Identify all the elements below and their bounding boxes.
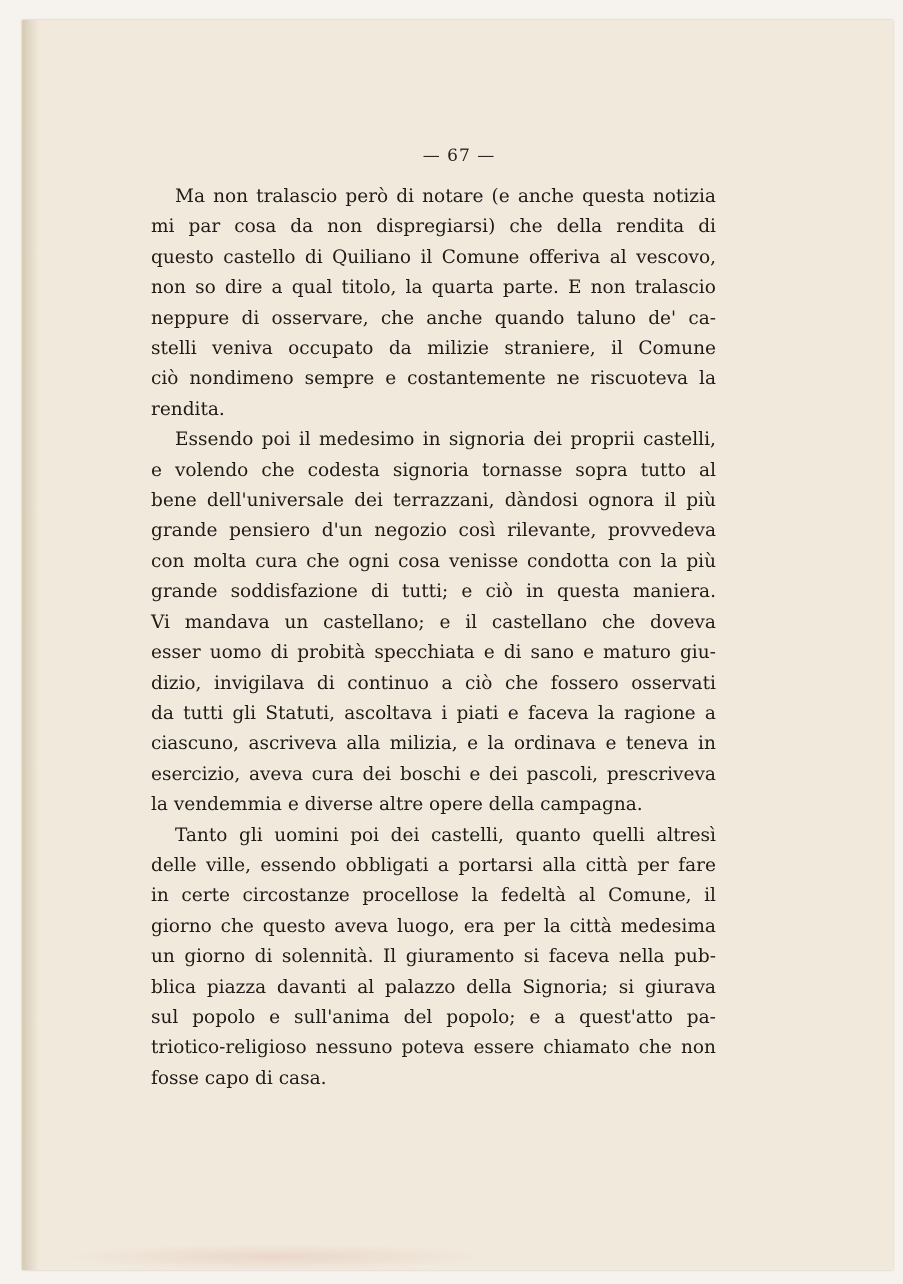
text-line [151, 304, 716, 334]
word: cura [311, 763, 354, 785]
word: ascoltava [344, 702, 433, 724]
word: di [241, 307, 260, 329]
word: che [504, 672, 539, 694]
word: al [699, 459, 716, 481]
word: si [523, 946, 540, 968]
word: castelli, [642, 429, 716, 451]
text-line [151, 699, 716, 729]
text-line [151, 669, 716, 699]
word: osservare, [271, 307, 369, 329]
word: e [439, 611, 451, 633]
word: provvedeva [608, 520, 716, 542]
word: davanti [276, 976, 347, 998]
word: quest'atto [579, 1006, 673, 1028]
word: del [403, 1006, 433, 1028]
word: da [290, 216, 314, 238]
word: dei [354, 490, 383, 512]
word: signoria [392, 459, 469, 481]
word: e [483, 642, 495, 664]
text-line [151, 1003, 716, 1033]
word: il [611, 338, 623, 360]
word: rendita [616, 216, 685, 238]
word: dire [224, 277, 263, 299]
text-line [151, 942, 716, 972]
word: teneva [625, 733, 689, 755]
word: d'un [321, 520, 363, 542]
word: costantemente [407, 368, 546, 390]
word: pub- [674, 946, 716, 968]
word: di [503, 642, 522, 664]
word: per [637, 854, 669, 876]
word: di [370, 581, 389, 603]
word: invigilava [213, 672, 305, 694]
word: venisse [448, 550, 519, 572]
book-page [22, 20, 893, 1270]
word: e [151, 459, 162, 481]
text-line [151, 638, 716, 668]
word: al [357, 976, 375, 998]
word: poi [350, 824, 380, 846]
word: doveva [650, 611, 716, 633]
word: a [704, 702, 716, 724]
word: titolo, [341, 277, 397, 299]
word: da [388, 338, 412, 360]
word: giu- [679, 642, 716, 664]
word: parte. [502, 277, 559, 299]
word: piazza [206, 976, 267, 998]
word: tralascio [256, 186, 338, 207]
word: che [306, 550, 340, 572]
word: la [597, 702, 615, 724]
word: e [461, 581, 473, 603]
text-line: fosse capo di casa. [151, 1067, 327, 1089]
word: Quiliano [332, 246, 412, 268]
word: ciò [485, 581, 513, 603]
word: altresì [656, 824, 716, 846]
word: notizia [652, 186, 716, 207]
word: dispregiarsi) [376, 216, 496, 238]
word: Comune [441, 246, 520, 268]
word: condotta [527, 550, 610, 572]
word: e [469, 763, 481, 785]
paragraph [151, 425, 716, 820]
word: chiamato [543, 1037, 630, 1059]
word: però [345, 186, 389, 207]
word: probità [297, 642, 366, 664]
word: tutti; [401, 581, 449, 603]
word: obbligati [345, 854, 429, 876]
word: E [567, 277, 582, 299]
word: in [698, 733, 716, 755]
word: città [585, 854, 628, 876]
word: dàndosi [504, 490, 578, 512]
word: ville, [205, 854, 252, 876]
word: pensiero [229, 520, 311, 542]
word: faceva [548, 946, 610, 968]
word: nondimeno [189, 368, 294, 390]
paragraph [151, 182, 716, 425]
word: procellose [362, 885, 459, 907]
word: blica [151, 976, 197, 998]
word: luogo, [397, 915, 455, 937]
word: giurava [644, 976, 716, 998]
word: quando [494, 307, 565, 329]
word: portarsi [458, 854, 533, 876]
word: questa [582, 186, 645, 207]
word: Signoria; [522, 976, 608, 998]
word: nessuno [315, 1037, 393, 1059]
word: ascriveva [248, 733, 337, 755]
word: riscuoteva [590, 368, 689, 390]
word: mi [151, 216, 175, 238]
word: non [590, 277, 626, 299]
word: medesima [620, 915, 716, 937]
word: ordinava [513, 733, 597, 755]
word: che [638, 1037, 672, 1059]
word: ogni [348, 550, 390, 572]
word: maturo [603, 642, 671, 664]
word: milizia, [389, 733, 458, 755]
word: gli [232, 702, 257, 724]
word: rilevante, [507, 520, 597, 542]
word: quelli [592, 824, 645, 846]
word: popolo [192, 1006, 256, 1028]
binding-shadow [25, 20, 39, 1270]
word: ciò [465, 672, 493, 694]
word: sano [530, 642, 575, 664]
word: questo [151, 246, 214, 268]
word: negozio [374, 520, 447, 542]
word: sull'anima [293, 1006, 390, 1028]
word: il [704, 885, 716, 907]
word: alla [542, 854, 577, 876]
word: dei [390, 824, 420, 846]
word: al [609, 246, 627, 268]
word: uomo [209, 642, 262, 664]
text-line [151, 364, 716, 394]
word: milizie [427, 338, 489, 360]
word: tornasse [481, 459, 563, 481]
word: di [316, 672, 335, 694]
word: esercizio, [151, 763, 241, 785]
word: alla [346, 733, 381, 755]
text-line [151, 182, 716, 212]
word: occupato [288, 338, 374, 360]
word: per [503, 915, 536, 937]
word: cura [255, 550, 298, 572]
word: era [463, 915, 495, 937]
word: fedeltà [500, 885, 566, 907]
word: e [529, 1006, 541, 1028]
text-line [151, 881, 716, 911]
word: terrazzani, [393, 490, 495, 512]
word: un [284, 611, 309, 633]
word: palazzo [384, 976, 456, 998]
word: dizio, [151, 672, 202, 694]
word: la [471, 885, 489, 907]
word: fare [678, 854, 716, 876]
word: il [664, 490, 677, 512]
word: par [188, 216, 221, 238]
word: a [441, 672, 453, 694]
word: stelli [151, 338, 197, 360]
word: giorno [184, 946, 246, 968]
word: ne [556, 368, 580, 390]
word: non [327, 216, 363, 238]
word: boschi [399, 763, 461, 785]
word: gli [239, 824, 263, 846]
word: al [578, 885, 596, 907]
word: so [195, 277, 216, 299]
word: de' [648, 307, 677, 329]
word: che [220, 915, 254, 937]
word: proprii [570, 429, 635, 451]
word: di [698, 216, 716, 238]
word: taluno [576, 307, 636, 329]
word: popolo; [446, 1006, 516, 1028]
word: a [271, 277, 283, 299]
word: notare [422, 186, 484, 207]
text-line [151, 334, 716, 364]
word: poteva [401, 1037, 465, 1059]
word: la [543, 915, 561, 937]
word: sempre [304, 368, 375, 390]
word: più [686, 550, 716, 572]
word: giuramento [405, 946, 515, 968]
text-line [151, 608, 716, 638]
word: che [261, 459, 295, 481]
word: così [458, 520, 496, 542]
word: delle [151, 854, 197, 876]
word: Il [383, 946, 397, 968]
word: vescovo, [636, 246, 716, 268]
text-line [151, 912, 716, 942]
word: castellano [491, 611, 588, 633]
word: dei [362, 763, 392, 785]
word: castellano; [323, 611, 425, 633]
word: in [526, 581, 544, 603]
word: sul [151, 1006, 179, 1028]
word: Comune [638, 338, 716, 360]
word: Vi [151, 611, 170, 633]
word: e [507, 702, 519, 724]
word: dei [489, 763, 518, 785]
word: continuo [347, 672, 429, 694]
word: della [556, 216, 603, 238]
word: cosa [234, 216, 277, 238]
word: ragione [623, 702, 696, 724]
word: e [467, 733, 479, 755]
word: e [269, 1006, 281, 1028]
word: pa- [686, 1006, 716, 1028]
word: più [686, 490, 716, 512]
word: a [437, 854, 449, 876]
word: neppure [151, 307, 230, 329]
text-line [151, 729, 716, 759]
word: di [254, 946, 273, 968]
word: ciascuno, [151, 733, 240, 755]
word: i [441, 702, 448, 724]
word: ognora [588, 490, 654, 512]
text-line [151, 760, 716, 790]
word: molta [193, 550, 247, 572]
word: questa [557, 581, 620, 603]
word: quarta [431, 277, 494, 299]
word: la [660, 550, 678, 572]
word: in [151, 885, 169, 907]
word: signoria [448, 429, 525, 451]
word: volendo [174, 459, 249, 481]
word: da [151, 702, 174, 724]
word: Tanto [175, 824, 228, 846]
word: la [405, 277, 423, 299]
word: ciò [151, 368, 179, 390]
text-line [151, 243, 716, 273]
word: anche [517, 186, 574, 207]
text-line: la vendemmia e diverse altre opere della campagna. [151, 794, 643, 816]
paragraph [151, 821, 716, 1095]
text-line [151, 1033, 716, 1063]
word: qual [291, 277, 333, 299]
word: medesimo [319, 429, 415, 451]
word: cosa [398, 550, 441, 572]
word: non [213, 186, 249, 207]
word: Ma [175, 186, 205, 207]
word: straniere, [504, 338, 596, 360]
word: non [680, 1037, 716, 1059]
word: castello [223, 246, 296, 268]
word: bene [151, 490, 197, 512]
word: che [380, 307, 415, 329]
text-line [151, 456, 716, 486]
word: tutto [640, 459, 687, 481]
text-line [151, 273, 716, 303]
word: e [583, 642, 595, 664]
word: giorno [151, 915, 212, 937]
word: e [385, 368, 397, 390]
word: Comune, [608, 885, 692, 907]
text-line [151, 821, 716, 851]
word: circostanze [242, 885, 350, 907]
word: di [304, 246, 323, 268]
text-line [151, 425, 716, 455]
word: aveva [248, 763, 303, 785]
word: con [618, 550, 652, 572]
word: pascoli, [526, 763, 599, 785]
word: essere [473, 1037, 535, 1059]
word: che [601, 611, 636, 633]
word: uomini [274, 824, 339, 846]
word: osservati [631, 672, 716, 694]
word: ca- [688, 307, 716, 329]
word: un [151, 946, 175, 968]
word: quanto [515, 824, 581, 846]
word: che [509, 216, 543, 238]
word: tralascio [634, 277, 716, 299]
word: piati [456, 702, 499, 724]
word: castelli, [430, 824, 504, 846]
word: questo [262, 915, 326, 937]
word: poi [261, 429, 291, 451]
word: maniera. [632, 581, 716, 603]
word: tutti [183, 702, 224, 724]
word: sopra [575, 459, 628, 481]
text-line [151, 486, 716, 516]
word: di [396, 186, 415, 207]
word: nella [618, 946, 665, 968]
word: la [699, 368, 716, 390]
word: prescriveva [606, 763, 716, 785]
word: si [618, 976, 635, 998]
word: triotico-religioso [151, 1037, 307, 1059]
word: mandava [184, 611, 270, 633]
page-number: — 67 — [422, 146, 496, 166]
text-line [151, 547, 716, 577]
word: soddisfazione [230, 581, 358, 603]
word: essendo [260, 854, 337, 876]
body-text [151, 182, 716, 1094]
word: aveva [334, 915, 389, 937]
word: (e [491, 186, 510, 207]
word: della [466, 976, 512, 998]
word: e [605, 733, 617, 755]
word: codesta [307, 459, 380, 481]
word: il [298, 429, 311, 451]
word: faceva [527, 702, 589, 724]
word: a [554, 1006, 566, 1028]
word: specchiata [374, 642, 475, 664]
word: esser [151, 642, 201, 664]
word: il [420, 246, 433, 268]
text-line [151, 516, 716, 546]
word: dell'universale [206, 490, 344, 512]
word: grande [151, 520, 218, 542]
word: Essendo [175, 429, 254, 451]
word: non [151, 277, 186, 299]
word: città [569, 915, 612, 937]
word: anche [426, 307, 483, 329]
word: Statuti, [265, 702, 336, 724]
text-line [151, 577, 716, 607]
word: di [270, 642, 289, 664]
text-line [151, 973, 716, 1003]
word: con [151, 550, 185, 572]
word: in [422, 429, 441, 451]
word: grande [151, 581, 218, 603]
text-line [151, 851, 716, 881]
word: fossero [550, 672, 619, 694]
word: certe [181, 885, 230, 907]
text-line [151, 212, 716, 242]
word: dei [533, 429, 563, 451]
word: il [465, 611, 478, 633]
word: veniva [212, 338, 273, 360]
paper-stain [65, 1244, 485, 1270]
text-line: rendita. [151, 398, 225, 420]
word: la [487, 733, 505, 755]
word: offeriva [528, 246, 601, 268]
word: solennità. [281, 946, 374, 968]
